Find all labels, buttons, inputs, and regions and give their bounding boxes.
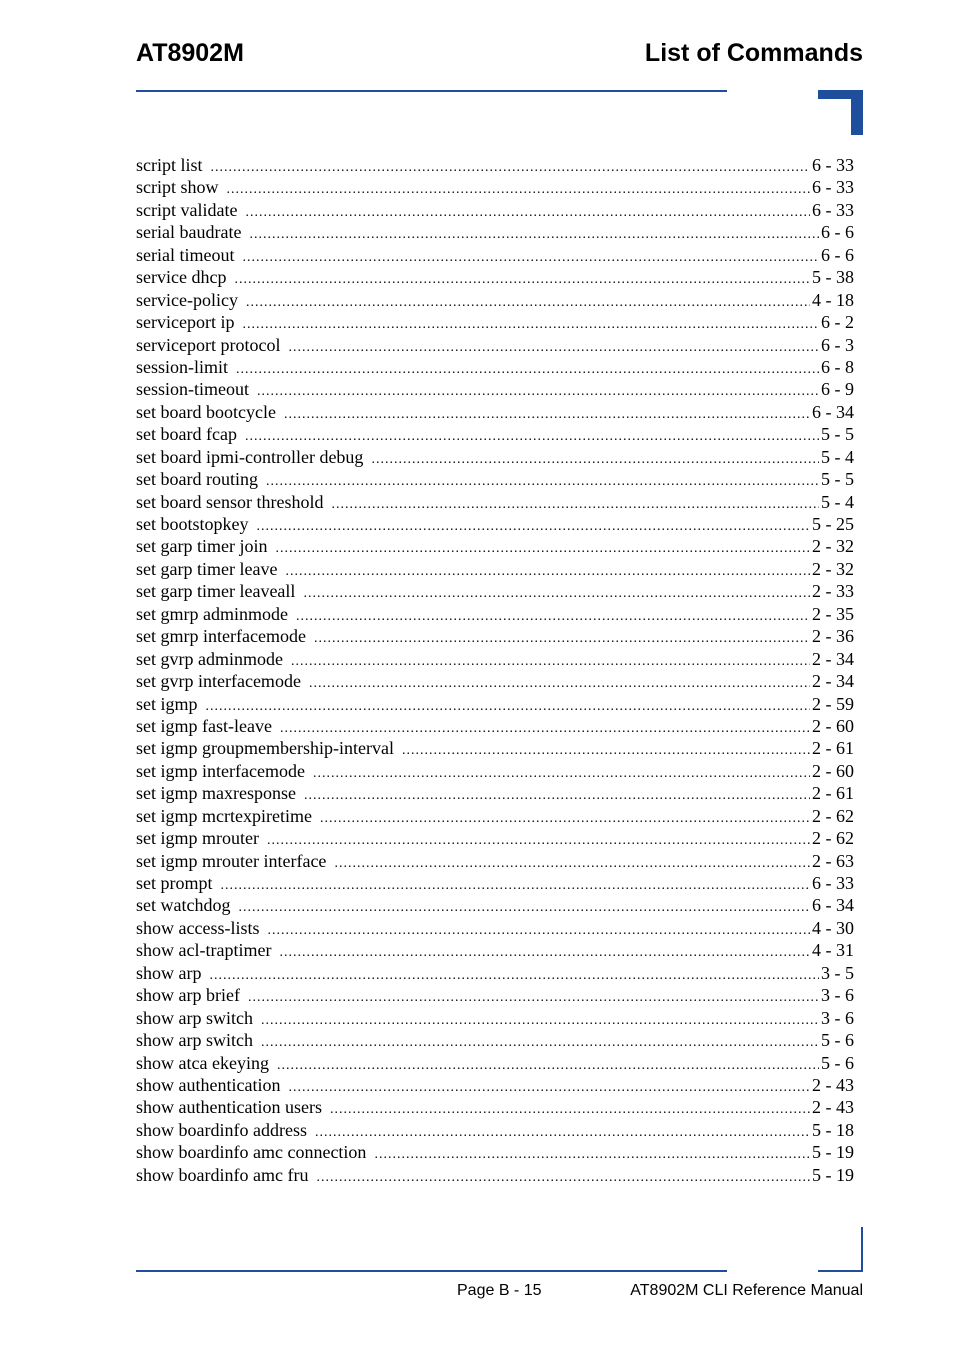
command-name: session-limit <box>136 356 229 377</box>
dot-leader <box>304 785 810 807</box>
dot-leader <box>315 1122 810 1144</box>
command-name: set igmp fast-leave <box>136 715 272 736</box>
index-entry <box>136 311 854 333</box>
dot-leader <box>236 359 819 381</box>
index-entry <box>136 378 854 400</box>
dot-leader <box>402 740 810 762</box>
page-reference: 2 - 34 <box>812 648 854 669</box>
page-reference: 6 - 6 <box>821 244 854 265</box>
dot-leader <box>334 853 810 875</box>
page-reference: 3 - 6 <box>821 1007 854 1028</box>
index-entry <box>136 289 854 311</box>
index-entry <box>136 872 854 894</box>
index-entry <box>136 984 854 1006</box>
index-entry <box>136 1096 854 1118</box>
page-reference: 5 - 18 <box>812 1119 854 1140</box>
dot-leader <box>227 179 811 201</box>
page-reference: 5 - 19 <box>812 1142 854 1163</box>
page-reference: 6 - 33 <box>812 155 854 175</box>
command-name: set igmp mrouter <box>136 828 259 849</box>
dot-leader <box>284 404 810 426</box>
index-entry <box>136 1052 854 1074</box>
page-reference: 2 - 62 <box>812 805 854 826</box>
dot-leader <box>316 1167 810 1189</box>
index-entry <box>136 446 854 468</box>
index-entry <box>136 962 854 984</box>
page-reference: 2 - 33 <box>812 581 854 602</box>
index-entry <box>136 199 854 221</box>
page-reference: 6 - 34 <box>812 401 854 422</box>
command-name: serial baudrate <box>136 222 242 243</box>
dot-leader <box>248 987 819 1009</box>
command-name: show arp switch <box>136 1007 253 1028</box>
dot-leader <box>330 1099 810 1121</box>
page-reference: 2 - 34 <box>812 671 854 692</box>
command-name: set gmrp adminmode <box>136 603 288 624</box>
command-name: set prompt <box>136 873 213 893</box>
page-reference: 6 - 3 <box>821 334 854 355</box>
command-name: set watchdog <box>136 895 231 916</box>
index-entry <box>136 805 854 827</box>
dot-leader <box>238 897 810 919</box>
dot-leader <box>291 651 810 673</box>
page-reference: 5 - 4 <box>821 446 854 467</box>
page-reference: 6 - 33 <box>812 873 854 893</box>
page-reference: 2 - 63 <box>812 850 854 871</box>
command-name: set garp timer join <box>136 536 268 557</box>
page-reference: 2 - 61 <box>812 738 854 759</box>
footer-corner-mark-vertical <box>861 1227 863 1272</box>
dot-leader <box>288 337 819 359</box>
dot-leader <box>249 224 819 246</box>
command-name: set igmp groupmembership-interval <box>136 738 394 759</box>
command-name: set board sensor threshold <box>136 491 324 512</box>
index-entry <box>136 1007 854 1029</box>
index-entry <box>136 491 854 513</box>
footer-page-number: Page B - 15 <box>457 1282 542 1299</box>
page-reference: 6 - 9 <box>821 379 854 400</box>
dot-leader <box>374 1144 810 1166</box>
page-reference: 6 - 33 <box>812 177 854 198</box>
dot-leader <box>267 830 810 852</box>
command-name: session-timeout <box>136 379 249 400</box>
command-name: script validate <box>136 199 238 220</box>
index-entry <box>136 154 854 176</box>
index-entry <box>136 423 854 445</box>
command-name: set garp timer leaveall <box>136 581 296 602</box>
dot-leader <box>266 471 819 493</box>
index-entry <box>136 939 854 961</box>
index-entry <box>136 558 854 580</box>
index-entry <box>136 850 854 872</box>
index-entry <box>136 266 854 288</box>
index-entry <box>136 782 854 804</box>
command-name: set igmp interfacemode <box>136 760 305 781</box>
page-reference: 2 - 43 <box>812 1074 854 1095</box>
index-entry <box>136 334 854 356</box>
command-name: show atca ekeying <box>136 1052 269 1073</box>
command-name: show arp <box>136 962 202 983</box>
page-reference: 2 - 60 <box>812 715 854 736</box>
index-entry <box>136 648 854 670</box>
index-entry <box>136 827 854 849</box>
command-name: show authentication <box>136 1074 281 1095</box>
index-entry <box>136 715 854 737</box>
page-reference: 5 - 38 <box>812 267 854 288</box>
dot-leader <box>246 292 810 314</box>
dot-leader <box>314 628 810 650</box>
index-entry <box>136 894 854 916</box>
index-entry <box>136 625 854 647</box>
command-name: set board fcap <box>136 424 237 445</box>
dot-leader <box>257 516 811 538</box>
page-reference: 6 - 6 <box>821 222 854 243</box>
page-reference: 2 - 61 <box>812 783 854 804</box>
page-reference: 5 - 25 <box>812 514 854 534</box>
command-name: set board routing <box>136 469 258 490</box>
dot-leader <box>331 494 819 516</box>
index-entry <box>136 737 854 759</box>
command-name: script list <box>136 155 203 175</box>
dot-leader <box>206 696 811 718</box>
document-product-title: AT8902M <box>136 39 244 67</box>
command-name: script show <box>136 177 219 198</box>
index-entry <box>136 1164 854 1186</box>
dot-leader <box>275 538 810 560</box>
page-reference: 3 - 5 <box>821 962 854 983</box>
page-reference: 3 - 6 <box>821 985 854 1006</box>
index-entry <box>136 221 854 243</box>
index-entry <box>136 401 854 423</box>
command-name: set igmp mcrtexpiretime <box>136 805 312 826</box>
command-name: show boardinfo amc connection <box>136 1142 367 1163</box>
index-entry <box>136 670 854 692</box>
command-name: set igmp mrouter interface <box>136 850 327 871</box>
index-entry <box>136 1074 854 1096</box>
dot-leader <box>279 942 810 964</box>
footer-rule <box>136 1270 727 1272</box>
page-reference: 2 - 35 <box>812 603 854 624</box>
page-reference: 6 - 33 <box>812 199 854 220</box>
command-name: set board ipmi-controller debug <box>136 446 364 467</box>
page-reference: 2 - 36 <box>812 626 854 647</box>
dot-leader <box>288 1077 810 1099</box>
index-entry <box>136 693 854 715</box>
page-reference: 6 - 34 <box>812 895 854 916</box>
command-index-list <box>136 154 854 1186</box>
page-reference: 2 - 32 <box>812 558 854 579</box>
dot-leader <box>242 314 819 336</box>
command-name: show boardinfo amc fru <box>136 1164 309 1185</box>
index-entry <box>136 513 854 535</box>
command-name: set igmp <box>136 693 198 714</box>
dot-leader <box>296 606 810 628</box>
index-entry <box>136 1119 854 1141</box>
page-reference: 5 - 5 <box>821 469 854 490</box>
dot-leader <box>309 673 810 695</box>
dot-leader <box>303 583 810 605</box>
command-name: set gvrp interfacemode <box>136 671 301 692</box>
footer-manual-title: AT8902M CLI Reference Manual <box>630 1282 863 1299</box>
page-reference: 2 - 32 <box>812 536 854 557</box>
section-title: List of Commands <box>644 39 863 67</box>
page-reference: 4 - 18 <box>812 289 854 310</box>
page-reference: 5 - 4 <box>821 491 854 512</box>
index-entry <box>136 603 854 625</box>
dot-leader <box>261 1010 819 1032</box>
header-corner-mark-vertical <box>851 90 863 135</box>
page-reference: 6 - 2 <box>821 312 854 333</box>
command-name: serviceport ip <box>136 312 235 333</box>
header-rule <box>136 90 727 92</box>
page-reference: 5 - 5 <box>821 424 854 445</box>
command-name: show boardinfo address <box>136 1119 307 1140</box>
command-name: set board bootcycle <box>136 401 276 422</box>
page-reference: 5 - 6 <box>821 1052 854 1073</box>
command-name: set igmp maxresponse <box>136 783 296 804</box>
dot-leader <box>211 157 811 179</box>
dot-leader <box>277 1055 819 1077</box>
page-reference: 4 - 30 <box>812 917 854 938</box>
page-reference: 5 - 6 <box>821 1030 854 1051</box>
dot-leader <box>234 269 810 291</box>
command-name: set bootstopkey <box>136 514 249 534</box>
command-name: set gvrp adminmode <box>136 648 283 669</box>
command-name: show authentication users <box>136 1097 322 1118</box>
index-entry <box>136 535 854 557</box>
page-reference: 2 - 43 <box>812 1097 854 1118</box>
index-entry <box>136 1141 854 1163</box>
footer-corner-mark-horizontal <box>818 1270 863 1272</box>
index-entry <box>136 760 854 782</box>
dot-leader <box>285 561 810 583</box>
command-name: show arp switch <box>136 1030 253 1051</box>
page-reference: 4 - 31 <box>812 940 854 961</box>
command-name: serial timeout <box>136 244 235 265</box>
page-reference: 5 - 19 <box>812 1164 854 1185</box>
page-reference: 2 - 62 <box>812 828 854 849</box>
page-reference: 6 - 8 <box>821 356 854 377</box>
dot-leader <box>313 763 810 785</box>
dot-leader <box>320 808 810 830</box>
index-entry <box>136 1029 854 1051</box>
page-reference: 2 - 59 <box>812 693 854 714</box>
index-entry <box>136 580 854 602</box>
dot-leader <box>242 247 819 269</box>
dot-leader <box>371 449 819 471</box>
dot-leader <box>257 381 819 403</box>
command-name: set garp timer leave <box>136 558 278 579</box>
page-reference: 2 - 60 <box>812 760 854 781</box>
command-name: show arp brief <box>136 985 240 1006</box>
command-name: set gmrp interfacemode <box>136 626 306 647</box>
dot-leader <box>261 1032 819 1054</box>
dot-leader <box>210 965 820 987</box>
index-entry <box>136 468 854 490</box>
command-name: show access-lists <box>136 917 260 938</box>
index-entry <box>136 356 854 378</box>
index-entry <box>136 244 854 266</box>
dot-leader <box>245 202 810 224</box>
command-name: serviceport protocol <box>136 334 281 355</box>
command-name: show acl-traptimer <box>136 940 272 961</box>
index-entry <box>136 176 854 198</box>
command-name: service dhcp <box>136 267 227 288</box>
command-name: service-policy <box>136 289 238 310</box>
index-entry <box>136 917 854 939</box>
dot-leader <box>221 875 811 897</box>
dot-leader <box>267 920 810 942</box>
